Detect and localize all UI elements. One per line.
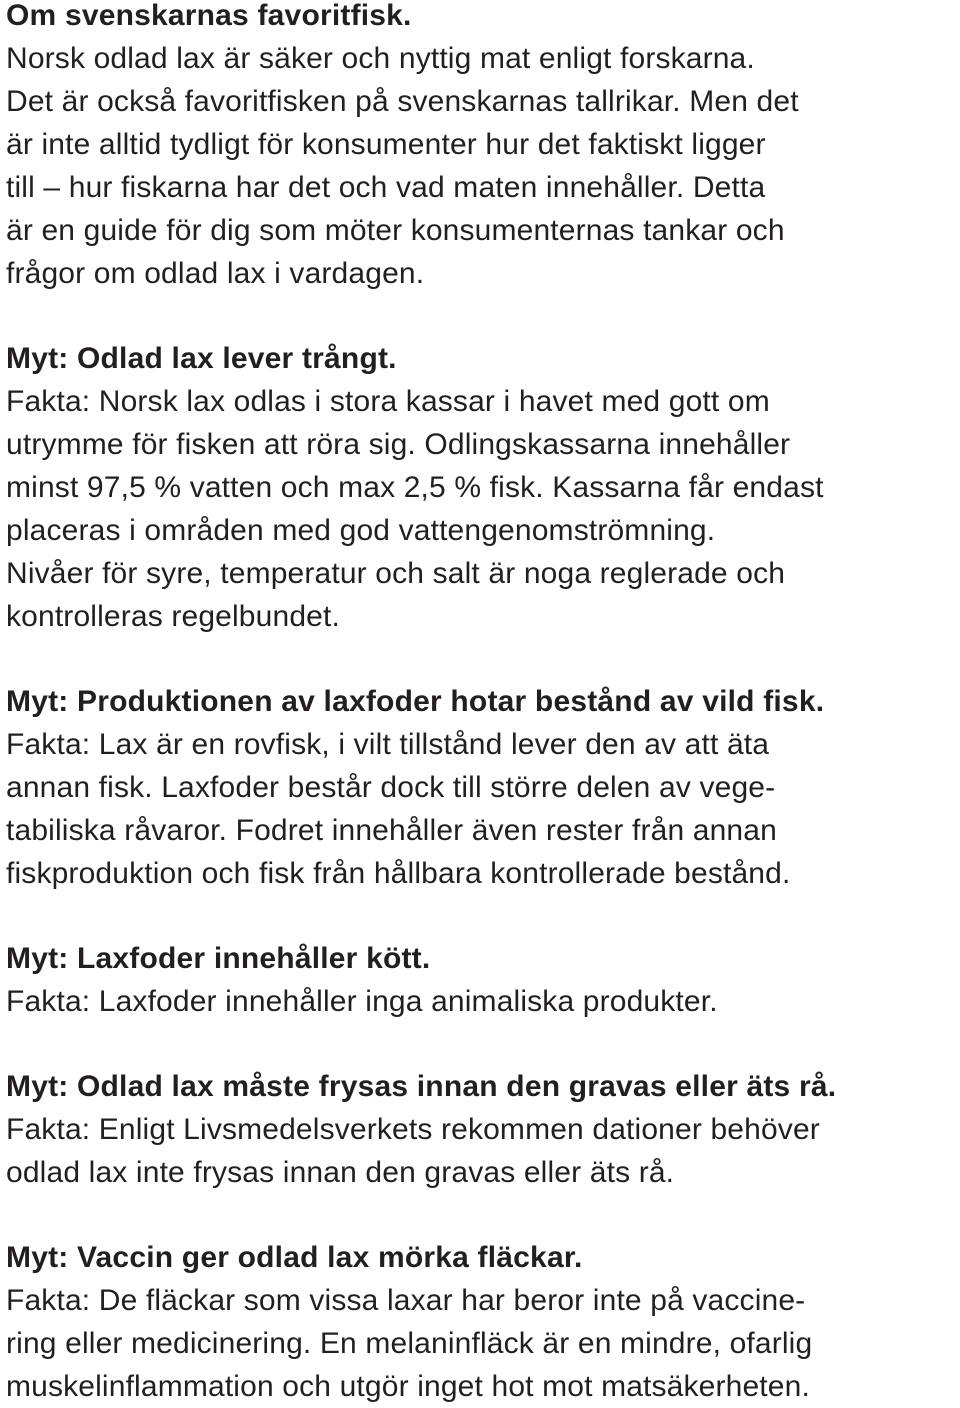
fact-line: Fakta: Lax är en rovfisk, i vilt tillstånd lever den av att äta (6, 728, 770, 761)
myth-heading: Myt: Odlad lax måste frysas innan den gravas eller äts rå. (6, 1070, 837, 1103)
fact-line: utrymme för fisken att röra sig. Odlingskassarna innehåller (6, 428, 791, 461)
myth-heading: Myt: Laxfoder innehåller kött. (6, 942, 431, 975)
fact-line: Fakta: De fläckar som vissa laxar har beror inte på vaccine- (6, 1284, 806, 1317)
section-myth-cramped (6, 337, 956, 638)
fact-line: ring eller medicinering. En melaninfläck är en mindre, ofarlig (6, 1327, 813, 1360)
section-heading: Om svenskarnas favoritfisk. (6, 0, 412, 32)
body-line: är en guide för dig som möter konsumenternas tankar och (6, 214, 785, 247)
fact-line: fiskproduktion och fisk från hållbara kontrollerade bestånd. (6, 857, 791, 890)
myth-heading: Myt: Vaccin ger odlad lax mörka fläckar. (6, 1241, 583, 1274)
fact-line: placeras i områden med god vattengenomströmning. (6, 514, 716, 547)
fact-line: Fakta: Norsk lax odlas i stora kassar i havet med gott om (6, 385, 770, 418)
section-myth-freeze (6, 1065, 956, 1194)
body-line: till – hur fiskarna har det och vad maten innehåller. Detta (6, 171, 766, 204)
body-line: Det är också favoritfisken på svenskarnas tallrikar. Men det (6, 85, 799, 118)
body-line: Norsk odlad lax är säker och nyttig mat enligt forskarna. (6, 42, 755, 75)
section-intro (6, 0, 956, 295)
fact-line: Nivåer för syre, temperatur och salt är noga reglerade och (6, 557, 786, 590)
fact-line: odlad lax inte frysas innan den gravas eller äts rå. (6, 1156, 675, 1189)
section-myth-feed-meat (6, 937, 956, 1023)
fact-line: muskelinflammation och utgör inget hot mot matsäkerheten. (6, 1370, 810, 1403)
document-page (6, 0, 956, 1408)
fact-line: tabiliska råvaror. Fodret innehåller även rester från annan (6, 814, 777, 847)
section-myth-vaccine (6, 1236, 956, 1408)
fact-line: kontrolleras regelbundet. (6, 600, 340, 633)
section-myth-feed-wild-fish (6, 680, 956, 895)
fact-line: Fakta: Laxfoder innehåller inga animaliska produkter. (6, 985, 718, 1018)
myth-heading: Myt: Odlad lax lever trångt. (6, 342, 397, 375)
fact-line: minst 97,5 % vatten och max 2,5 % fisk. Kassarna får endast (6, 471, 824, 504)
fact-line: Fakta: Enligt Livsmedelsverkets rekommen dationer behöver (6, 1113, 820, 1146)
fact-line: annan fisk. Laxfoder består dock till större delen av vege- (6, 771, 776, 804)
body-line: frågor om odlad lax i vardagen. (6, 257, 425, 290)
myth-heading: Myt: Produktionen av laxfoder hotar bestånd av vild fisk. (6, 685, 825, 718)
body-line: är inte alltid tydligt för konsumenter hur det faktiskt ligger (6, 128, 766, 161)
